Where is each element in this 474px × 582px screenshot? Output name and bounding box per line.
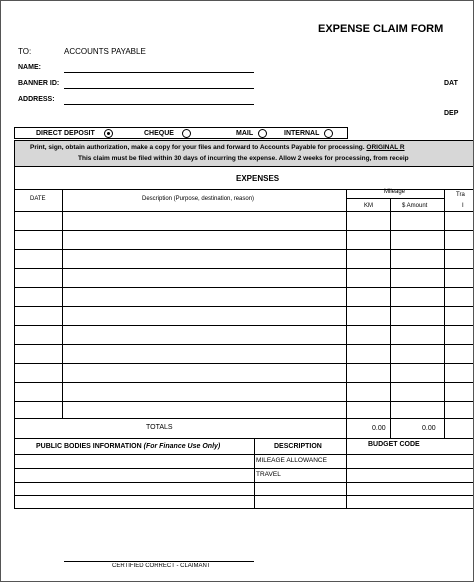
- address-label: ADDRESS:: [18, 96, 55, 103]
- pb-left-border: [14, 438, 15, 508]
- cheque-radio[interactable]: [182, 129, 191, 138]
- col-budget-code: BUDGET CODE: [368, 441, 420, 448]
- instructions-line-2: This claim must be filed within 30 days of incurring the expense. Allow 2 weeks for processing, from receip: [78, 155, 409, 162]
- pb-row-line: [14, 468, 474, 469]
- public-bodies-title-main: PUBLIC BODIES INFORMATION: [36, 443, 142, 450]
- instructions-line-1: [30, 145, 405, 152]
- table-left-border: [14, 166, 15, 438]
- form-title: EXPENSE CLAIM FORM: [318, 23, 444, 35]
- pb-budget-divider: [346, 438, 347, 508]
- expense-row: [14, 344, 474, 345]
- col-date: DATE: [30, 196, 46, 202]
- name-field[interactable]: [64, 72, 254, 73]
- to-label: TO:: [18, 47, 32, 56]
- pb-row-line: [14, 508, 474, 509]
- mail-radio[interactable]: [258, 129, 267, 138]
- header-bottom-border: [14, 211, 474, 212]
- description-column-divider: [346, 189, 347, 438]
- dept-label: DEP: [444, 110, 459, 117]
- pb-description-divider: [254, 438, 255, 508]
- totals-label: TOTALS: [146, 424, 173, 431]
- date-label: DAT: [444, 80, 458, 87]
- public-bodies-title-note: (For Finance Use Only): [143, 443, 221, 450]
- travel-header-2: I: [462, 203, 464, 209]
- pb-row-mileage: MILEAGE ALLOWANCE: [256, 457, 327, 464]
- claimant-signature-field[interactable]: [64, 561, 254, 562]
- col-description: Description (Purpose, destination, reason): [142, 196, 255, 202]
- expenses-title: EXPENSES: [236, 174, 280, 183]
- pb-row-line: [14, 495, 474, 496]
- total-km: 0.00: [372, 425, 386, 432]
- expense-row: [14, 325, 474, 326]
- col-pb-description: DESCRIPTION: [274, 443, 322, 450]
- certified-correct-label: CERTIFIED CORRECT - CLAIMANT: [112, 563, 211, 568]
- expense-row: [14, 382, 474, 383]
- banner-id-field[interactable]: [64, 88, 254, 89]
- payment-option-internal: INTERNAL: [284, 130, 320, 137]
- payment-option-mail: MAIL: [236, 130, 254, 137]
- instructions-text: Print, sign, obtain authorization, make a copy for your files and forward to Accounts Payable for processing.: [30, 144, 365, 151]
- expense-row: [14, 268, 474, 269]
- direct-deposit-radio[interactable]: [104, 129, 113, 138]
- expense-row: [14, 363, 474, 364]
- pb-row-travel: TRAVEL: [256, 471, 281, 478]
- col-amount: $ Amount: [402, 203, 428, 209]
- totals-bottom-border: [14, 438, 474, 439]
- expense-row: [14, 287, 474, 288]
- public-bodies-title: [36, 443, 220, 450]
- name-label: NAME:: [18, 64, 41, 71]
- mileage-header: Mileage: [384, 189, 406, 195]
- pb-row-line: [14, 482, 474, 483]
- to-value: ACCOUNTS PAYABLE: [64, 47, 146, 56]
- expense-row: [14, 306, 474, 307]
- date-column-divider: [62, 189, 63, 418]
- expenses-top-border: [14, 166, 474, 167]
- payment-option-cheque: CHEQUE: [144, 130, 174, 137]
- expense-row: [14, 401, 474, 402]
- original-receipts-note: ORIGINAL R: [366, 144, 405, 151]
- total-amount: 0.00: [422, 425, 436, 432]
- col-km: KM: [364, 203, 373, 209]
- expense-row: [14, 230, 474, 231]
- expense-row: [14, 249, 474, 250]
- banner-id-label: BANNER ID:: [18, 80, 60, 87]
- km-column-divider: [390, 198, 391, 438]
- mileage-divider: [346, 198, 444, 199]
- internal-radio[interactable]: [324, 129, 333, 138]
- travel-header: Tra: [456, 192, 465, 198]
- payment-option-direct-deposit: DIRECT DEPOSIT: [36, 130, 95, 137]
- address-field[interactable]: [64, 104, 254, 105]
- amount-column-divider: [444, 189, 445, 438]
- expense-row: [14, 418, 474, 419]
- pb-header-border: [14, 454, 474, 455]
